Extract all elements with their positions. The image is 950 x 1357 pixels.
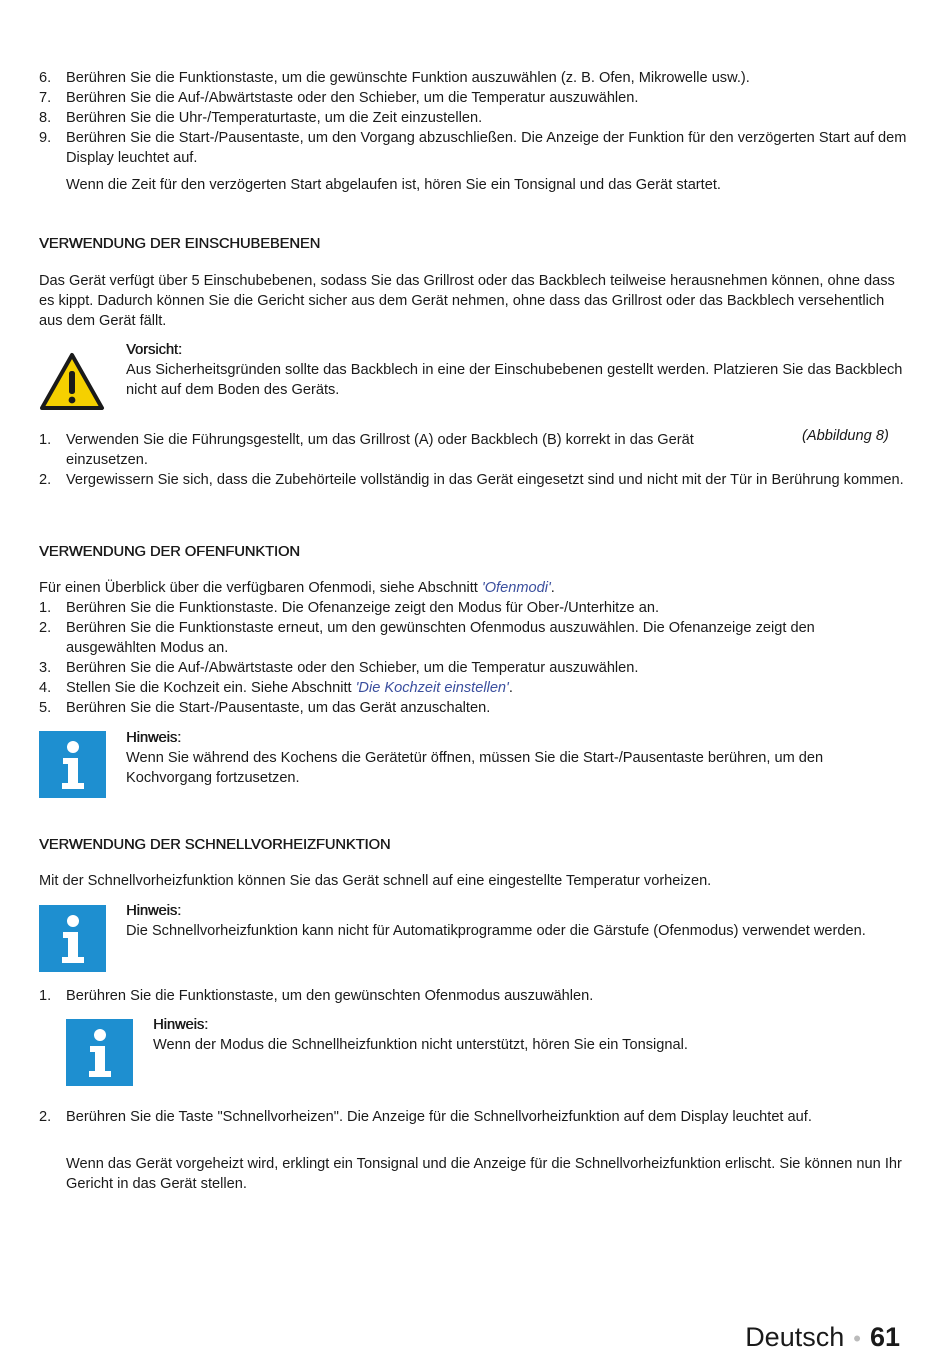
list-item [27,698,907,718]
list-text: Berühren Sie die Funktionstaste, um den gewünschten Ofenmodus auszuwählen. [66,988,594,1004]
list-number: 1. [39,988,52,1004]
kochzeit-link[interactable]: 'Die Kochzeit einstellen' [355,680,509,696]
list-number: 3. [39,660,52,676]
note-text: Wenn der Modus die Schnellheizfunktion nicht unterstützt, hören Sie ein Tonsignal. [153,1037,688,1053]
section2-steps [27,598,907,718]
list-text: Berühren Sie die Funktionstaste. Die Ofenanzeige zeigt den Modus für Ober-/Unterhitze an. [66,600,659,616]
figure-reference: (Abbildung 8) [802,428,889,444]
list-text: Berühren Sie die Start-/Pausentaste, um den Vorgang abzuschließen. Die Anzeige der Funktion für den verzögerten Start auf dem Display leuchtet auf. [66,130,907,166]
section3-intro: Mit der Schnellvorheizfunktion können Sie das Gerät schnell auf eine eingestellte Temperatur vorheizen. [39,873,712,889]
list-item [27,430,907,470]
list-item [27,68,907,88]
page-number: 61 [869,1322,900,1352]
intro-suffix: . [550,580,555,596]
footer-separator-icon: • [853,1326,861,1351]
note-title: Hinweis: [153,1017,209,1033]
list-item [27,128,907,168]
list-text: Berühren Sie die Funktionstaste, um die gewünschte Funktion auszuwählen (z. B. Ofen, Mikrowelle usw.). [66,70,750,86]
caution-text: Aus Sicherheitsgründen sollte das Backblech in eine der Einschubebenen gestellt werden. Platzieren Sie das Backblech nicht auf dem Boden des Geräts. [126,362,903,398]
top-steps-list [27,68,907,168]
section1-steps [27,430,907,490]
note-box [39,728,909,802]
list-text: Berühren Sie die Taste "Schnellvorheizen". Die Anzeige für die Schnellvorheizfunktion auf dem Display leuchtet auf. [66,1109,812,1125]
list-item [27,618,907,658]
section-heading-einschubebenen: VERWENDUNG DER EINSCHUBEBENEN [39,236,321,252]
caution-title: Vorsicht: [126,342,182,358]
list-number: 6. [39,70,52,86]
list-item [27,470,907,490]
list-item [27,986,907,1006]
note-title: Hinweis: [126,730,182,746]
footer-language: Deutsch [745,1322,845,1352]
section3-step1 [27,986,907,1006]
note-text: Die Schnellvorheizfunktion kann nicht für Automatikprogramme oder die Gärstufe (Ofenmodus) verwendet werden. [126,923,866,939]
note-box [39,901,909,976]
list-item [27,1107,907,1127]
list-item [27,658,907,678]
section-heading-schnellvorheizfunktion: VERWENDUNG DER SCHNELLVORHEIZFUNKTION [39,837,391,853]
info-icon [66,1015,153,1090]
step4-suffix: . [508,680,513,696]
note-box [66,1015,909,1090]
list-item [27,108,907,128]
section-heading-ofenfunktion: VERWENDUNG DER OFENFUNKTION [39,544,300,560]
list-number: 7. [39,90,52,106]
step2-followup-text: Wenn das Gerät vorgeheizt wird, erklingt ein Tonsignal und die Anzeige für die Schnellvorheizfunktion erlischt. Sie können nun Ihr Gericht in das Gerät stellen. [66,1156,902,1192]
top-followup-text: Wenn die Zeit für den verzögerten Start abgelaufen ist, hören Sie ein Tonsignal und das Gerät startet. [66,177,721,193]
section1-intro: Das Gerät verfügt über 5 Einschubebenen, sodass Sie das Grillrost oder das Backblech teilweise herausnehmen können, ohne dass es kippt. Dadurch können Sie die Gericht sicher aus dem Gerät nehmen, ohne dass das Grillrost oder das Backblech versehentlich aus dem Gerät fällt. [39,273,895,329]
list-text: Berühren Sie die Funktionstaste erneut, um den gewünschten Ofenmodus auszuwählen. Die Ofenanzeige zeigt den ausgewählten Modus an. [66,620,815,656]
list-text: Berühren Sie die Auf-/Abwärtstaste oder den Schieber, um die Temperatur auszuwählen. [66,90,639,106]
warning-triangle-icon [39,340,126,416]
list-text: Berühren Sie die Uhr-/Temperaturtaste, um die Zeit einzustellen. [66,110,483,126]
list-item [27,88,907,108]
list-number: 2. [39,1109,52,1125]
ofenmodi-link[interactable]: 'Ofenmodi' [481,580,551,596]
section2-intro [39,578,909,598]
list-text: Berühren Sie die Start-/Pausentaste, um das Gerät anzuschalten. [66,700,491,716]
list-number: 8. [39,110,52,126]
note-text: Wenn Sie während des Kochens die Gerätetür öffnen, müssen Sie die Start-/Pausentaste berühren, um den Kochvorgang fortzusetzen. [126,750,824,786]
list-number: 9. [39,130,52,146]
list-text [66,678,907,698]
step4-text: Stellen Sie die Kochzeit ein. Siehe Abschnitt [66,680,356,696]
list-number: 4. [39,680,52,696]
list-item [27,678,907,698]
list-number: 1. [39,432,52,448]
list-number: 1. [39,600,52,616]
list-number: 5. [39,700,52,716]
list-number: 2. [39,472,52,488]
info-icon [39,728,126,802]
page-footer [745,1322,900,1353]
info-icon [39,901,126,976]
list-text: Verwenden Sie die Führungsgestellt, um das Grillrost (A) oder Backblech (B) korrekt in das Gerät einzusetzen. [66,432,694,468]
list-item [27,598,907,618]
list-text: Berühren Sie die Auf-/Abwärtstaste oder den Schieber, um die Temperatur auszuwählen. [66,660,639,676]
list-number: 2. [39,620,52,636]
list-text: Vergewissern Sie sich, dass die Zubehörteile vollständig in das Gerät eingesetzt sind und nicht mit der Tür in Berührung kommen. [66,472,904,488]
note-title: Hinweis: [126,903,182,919]
intro-text: Für einen Überblick über die verfügbaren Ofenmodi, siehe Abschnitt [39,580,482,596]
section3-step2 [27,1107,907,1127]
caution-box [39,340,909,416]
